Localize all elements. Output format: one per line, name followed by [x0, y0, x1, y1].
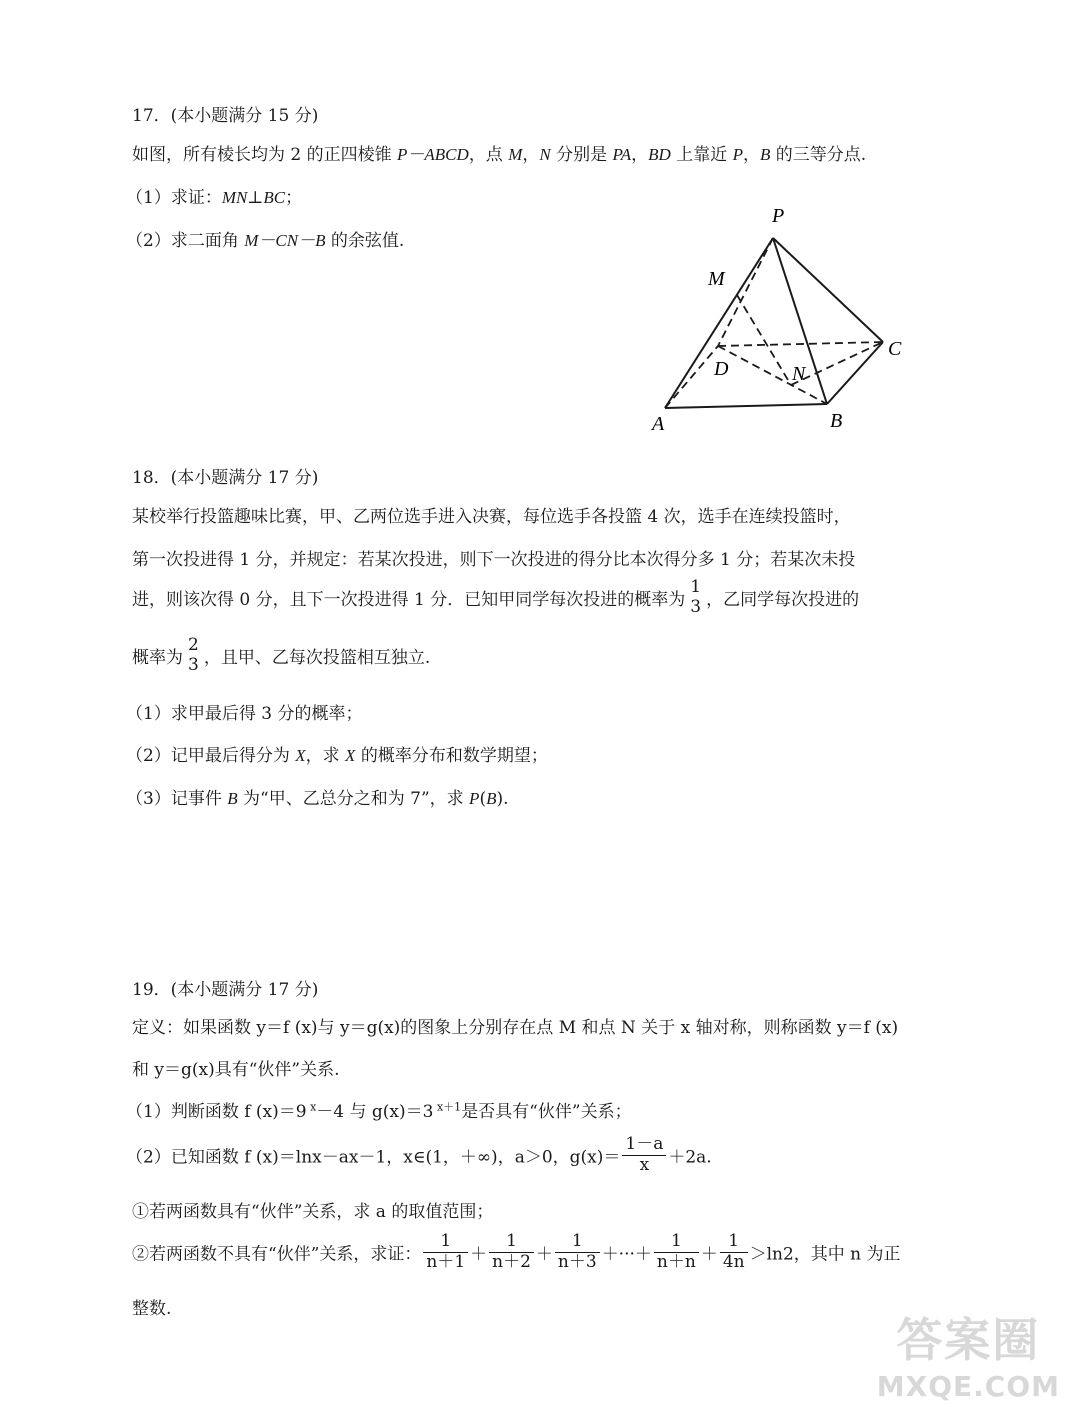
q19-part2: （2）已知函数 f (x)＝lnx－ax－1，x∈(1，＋∞)，a＞0，g(x)＝ $\frac{1-a}{x}$ ＋2a. [126, 1134, 712, 1175]
edge-PA [665, 238, 773, 408]
q18-heading: 18．(本小题满分 17 分) [132, 468, 319, 488]
q19-subpart2: ②若两函数不具有“伙伴”关系，求证： $\frac{1}{n+1}$ ＋ $\frac{1}{n+2}$ ＋ $\frac{1}{n+3}$ ＋···＋ $\frac{1}{n+n}$ ＋ $\frac{1}{4n}$ ＞ln2，其中 n 为正 [132, 1231, 901, 1272]
q18-line2: 第一次投进得 1 分，并规定：若某次投进，则下一次投进的得分比本次得分多 1 分；若某次未投 [132, 550, 856, 570]
fraction-g: $\frac{1-a}{x}$ [622, 1135, 666, 1175]
fraction-term2: $\frac{1}{n+2}$ [489, 1232, 534, 1272]
q19-definition-line1: 定义：如果函数 y＝f (x)与 y＝g(x)的图象上分别存在点 M 和点 N 关于 x 轴对称，则称函数 y＝f (x) [132, 1018, 899, 1038]
q19-definition-line2: 和 y＝g(x)具有“伙伴”关系. [132, 1060, 340, 1080]
watermark-logo: 答案圈 MXQE.COM [876, 1313, 1060, 1403]
q18-line1: 某校举行投篮趣味比赛，甲、乙两位选手进入决赛，每位选手各投篮 4 次，选手在连续投篮时， [132, 507, 851, 527]
label-B: B [830, 410, 843, 432]
q19-subpart2-end: 整数. [132, 1299, 172, 1319]
label-N: N [792, 363, 806, 385]
pyramid-figure [640, 200, 920, 440]
q19-subpart1: ①若两函数具有“伙伴”关系，求 a 的取值范围； [132, 1202, 494, 1222]
fraction-term1: $\frac{1}{n+1}$ [423, 1232, 468, 1272]
label-D: D [714, 358, 729, 380]
label-A: A [652, 413, 665, 435]
q19-part1: （1）判断函数 f (x)＝9 $^x$－4 与 g(x)＝3 $^{x+1}$是否具有“伙伴”关系； [126, 1100, 632, 1122]
fraction-2-3: 2 3 [188, 635, 199, 675]
edge-DC [718, 342, 883, 346]
edge-PD [718, 238, 773, 346]
q17-heading: 17．(本小题满分 15 分) [132, 106, 319, 126]
fraction-term5: $\frac{1}{4n}$ [720, 1232, 748, 1272]
fraction-term4: $\frac{1}{n+n}$ [654, 1232, 699, 1272]
fraction-term3: $\frac{1}{n+3}$ [555, 1232, 600, 1272]
edge-AD [665, 346, 718, 408]
q17-part1: （1）求证：MN⊥BC； [126, 188, 303, 208]
edge-BC [827, 342, 883, 404]
q18-part3: （3）记事件 B 为“甲、乙总分之和为 7”，求 P(B). [126, 789, 509, 809]
q18-line4: 概率为 2 3 ，且甲、乙每次投篮相互独立. [132, 635, 431, 675]
label-M: M [708, 268, 725, 290]
q18-line3: 进，则该次得 0 分，且下一次投进得 1 分．已知甲同学每次投进的概率为 1 3 ，乙同学每次投进的 [132, 577, 860, 617]
edge-AB [665, 404, 827, 408]
q18-part1: （1）求甲最后得 3 分的概率； [126, 704, 363, 724]
label-P: P [772, 205, 785, 227]
q18-part2: （2）记甲最后得分为 X，求 X 的概率分布和数学期望； [126, 746, 548, 766]
q19-heading: 19．(本小题满分 17 分) [132, 980, 319, 1000]
q17-part2: （2）求二面角 M－CN－B 的余弦值. [126, 231, 405, 251]
label-C: C [888, 338, 902, 360]
q17-stem: 如图，所有棱长均为 2 的正四棱锥 P－ABCD，点 M，N 分别是 PA，BD 上靠近 P，B 的三等分点. [132, 145, 867, 165]
segment-MN [737, 295, 791, 385]
fraction-1-3: 1 3 [690, 577, 702, 617]
